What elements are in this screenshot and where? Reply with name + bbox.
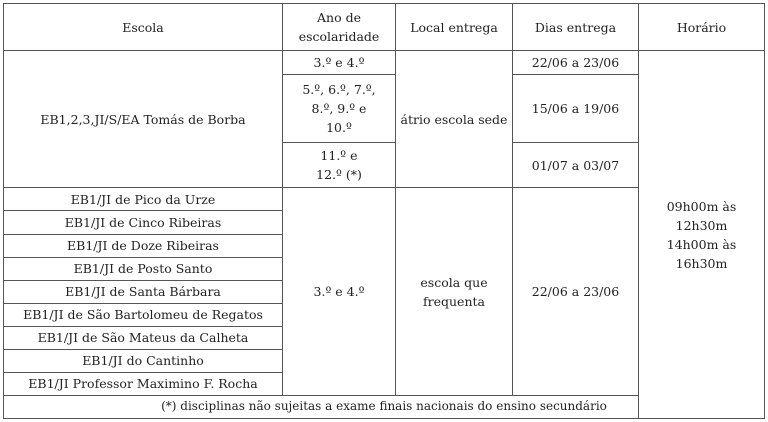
header-local-entrega: Local entrega <box>396 4 513 51</box>
school-cell: EB1/JI Professor Maximino F. Rocha <box>4 372 283 395</box>
header-ano-line2: escolaridade <box>298 29 380 45</box>
ano-cell <box>283 51 396 75</box>
horario-line3: 14h00m às <box>666 236 737 252</box>
header-horario: Horário <box>639 4 765 51</box>
ano-cell <box>283 75 396 143</box>
footnote: (*) disciplinas não sujeitas a exame finais nacionais do ensino secundário <box>4 395 765 418</box>
ano-line: 11.º e <box>320 148 358 164</box>
local-cell-escola-que-frequenta <box>396 188 513 395</box>
dias-cell: 22/06 a 23/06 <box>513 51 639 75</box>
school-cell: EB1/JI de Santa Bárbara <box>4 280 283 303</box>
local-line1: escola que <box>420 274 488 290</box>
footnote-row <box>4 395 765 418</box>
header-dias-entrega: Dias entrega <box>513 4 639 51</box>
dias-cell: 15/06 a 19/06 <box>513 75 639 143</box>
ano-cell-group2: 3.º e 4.º <box>283 188 396 395</box>
horario-line2: 12h30m <box>675 217 728 233</box>
ano-line: 8.º, 9.º e <box>311 101 367 117</box>
header-escola: Escola <box>4 4 283 51</box>
horario-line1: 09h00m às <box>666 198 737 214</box>
header-row <box>4 4 765 51</box>
local-cell-atrio: átrio escola sede <box>396 51 513 188</box>
local-line2: frequenta <box>423 293 485 309</box>
header-ano-line1: Ano de <box>317 10 361 26</box>
ano-line: 5.º, 6.º, 7.º, <box>302 82 376 98</box>
delivery-schedule-table <box>3 3 765 419</box>
header-ano-escolaridade <box>283 4 396 51</box>
school-cell: EB1/JI de Posto Santo <box>4 257 283 280</box>
school-cell: EB1/JI de São Bartolomeu de Regatos <box>4 303 283 326</box>
school-cell: EB1/JI de Cinco Ribeiras <box>4 211 283 234</box>
dias-cell: 01/07 a 03/07 <box>513 143 639 188</box>
school-cell: EB1/JI de Doze Ribeiras <box>4 234 283 257</box>
horario-line4: 16h30m <box>675 255 728 271</box>
school-cell: EB1/JI de São Mateus da Calheta <box>4 326 283 349</box>
ano-line: 3.º e 4.º <box>313 55 365 71</box>
table-row <box>4 51 765 75</box>
horario-cell <box>639 51 765 419</box>
ano-cell <box>283 143 396 188</box>
school-cell-tomas-de-borba: EB1,2,3,JI/S/EA Tomás de Borba <box>4 51 283 188</box>
school-cell: EB1/JI do Cantinho <box>4 349 283 372</box>
ano-line: 12.º (*) <box>316 167 362 183</box>
dias-cell-group2: 22/06 a 23/06 <box>513 188 639 395</box>
ano-line: 10.º <box>326 120 352 136</box>
school-cell: EB1/JI de Pico da Urze <box>4 188 283 211</box>
